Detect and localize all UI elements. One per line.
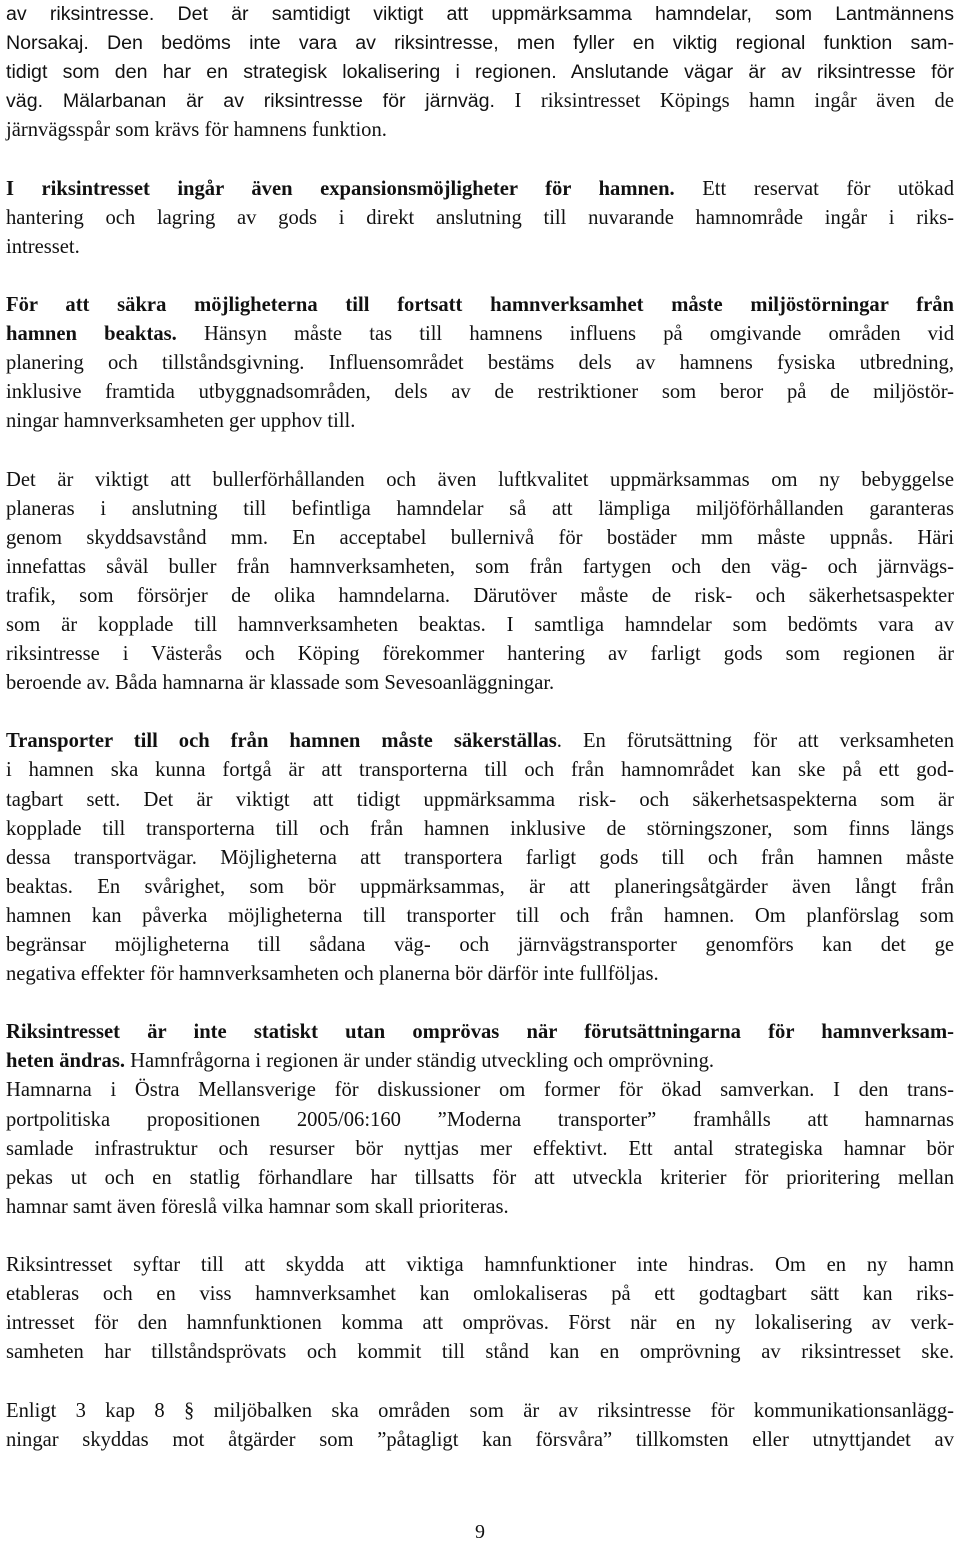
text-line [6, 815, 954, 844]
body-text: i hamnen ska kunna fortgå är att transporterna till och från hamnområdet kan ske på ett god- [6, 759, 954, 782]
body-text: Hamnfrågorna i regionen är under ständig utveckling och omprövning. [125, 1050, 715, 1073]
body-text: beroende av. Båda hamnarna är klassade som Sevesoanläggningar. [6, 672, 555, 695]
text-line [6, 466, 954, 495]
body-text: ningar skyddas mot åtgärder som ”påtagligt kan försvåra” tillkomsten eller utnyttjandet av [6, 1428, 954, 1451]
text-line [6, 233, 954, 262]
body-text: hamnen kan påverka möjligheterna till transporter till och från hamnen. Om planförslag som [6, 904, 954, 927]
document-page [6, 0, 954, 1455]
body-text: hamnar samt även föreslå vilka hamnar som skall prioriteras. [6, 1195, 509, 1218]
paragraph-spacer [6, 262, 954, 291]
paragraph-spacer [6, 989, 954, 1018]
text-line [6, 87, 954, 116]
text-line [6, 1076, 954, 1105]
body-text: dessa transportvägar. Möjligheterna att transportera farligt gods till och från hamnen måste [6, 846, 954, 869]
body-text: planering och tillståndsgivning. Influensområdet bestäms dels av hamnens fysiska utbredning, [6, 352, 954, 375]
text-line [6, 960, 954, 989]
body-text: innefattas såväl buller från hamnverksamheten, som från fartygen och den väg- och järnvägs- [6, 555, 954, 578]
body-text: genom skyddsavstånd mm. En acceptabel bullernivå för bostäder mm måste uppnås. Häri [6, 526, 954, 549]
body-text: samheten har tillståndsprövats och kommit till stånd kan en omprövning av riksintresset ske. [6, 1341, 954, 1364]
paragraph-spacer [6, 698, 954, 727]
paragraph [6, 175, 954, 262]
body-text: hantering och lagring av gods i direkt anslutning till nuvarande hamnområde ingår i riks- [6, 206, 954, 229]
body-text: Enligt 3 kap 8 § miljöbalken ska områden som är av riksintresse för kommunikationsanlägg- [6, 1399, 954, 1422]
text-line [6, 727, 954, 756]
paragraph-spacer [6, 1222, 954, 1251]
body-text: Norsakaj. Den bedöms inte vara av riksintresse, men fyller en viktig regional funktion sam- [6, 32, 954, 55]
body-text: Ett reservat för utökad [674, 177, 954, 200]
body-text: Hänsyn måste tas till hamnens influens på omgivande områden vid [176, 323, 954, 346]
text-line [6, 844, 954, 873]
body-text: väg. Mälarbanan är av riksintresse för järnväg. [6, 90, 495, 113]
text-line [6, 669, 954, 698]
bold-text: I riksintresset ingår även expansionsmöjligheter för hamnen. [6, 177, 675, 200]
text-line [6, 175, 954, 204]
text-line [6, 1018, 954, 1047]
text-line [6, 0, 954, 29]
body-text: beaktas. En svårighet, som bör uppmärksammas, är att planeringsåtgärder även långt från [6, 875, 954, 898]
body-text: begränsar möjligheterna till sådana väg- och järnvägstransporter genomförs kan det ge [6, 934, 954, 956]
text-line [6, 495, 954, 524]
text-line [6, 291, 954, 320]
text-line [6, 1135, 954, 1164]
body-text: Det är viktigt att bullerförhållanden och även luftkvalitet uppmärksammas om ny bebyggelse [6, 468, 954, 491]
text-line [6, 1106, 954, 1135]
body-text: planeras i anslutning till befintliga hamndelar så att lämpliga miljöförhållanden garanteras [6, 497, 954, 520]
text-line [6, 320, 954, 349]
text-line [6, 756, 954, 785]
text-line [6, 1251, 954, 1280]
text-line [6, 204, 954, 233]
text-line [6, 1193, 954, 1222]
text-line [6, 1047, 954, 1076]
paragraph [6, 1251, 954, 1367]
paragraph-spacer [6, 145, 954, 174]
paragraph [6, 466, 954, 699]
bold-text: Riksintresset är inte statiskt utan omprövas när förutsättningarna för hamnverksam- [6, 1021, 954, 1044]
body-text: trafik, som försörjer de olika hamndelarna. Därutöver måste de risk- och säkerhetsaspekter [6, 584, 954, 607]
body-text: portpolitiska propositionen 2005/06:160 ”Moderna transporter” framhålls att hamnarnas [6, 1108, 954, 1131]
body-text: Hamnarna i Östra Mellansverige för diskussioner om former för ökad samverkan. I den trans- [6, 1079, 954, 1102]
text-line [6, 640, 954, 669]
bold-text: hamnen beaktas. [6, 323, 177, 346]
paragraph [6, 291, 954, 436]
text-line [6, 931, 954, 960]
body-text: inklusive framtida utbyggnadsområden, dels av de restriktioner som beror på de miljöstör- [6, 381, 954, 404]
paragraph-spacer [6, 1367, 954, 1396]
body-text: tagbart sett. Det är viktigt att tidigt uppmärksamma risk- och säkerhetsaspekterna som är [6, 788, 954, 811]
body-text: etableras och en viss hamnverksamhet kan omlokaliseras på ett godtagbart sätt kan riks- [6, 1283, 954, 1306]
text-line [6, 1164, 954, 1193]
text-line [6, 582, 954, 611]
body-text: I riksintresset Köpings hamn ingår även de [495, 90, 954, 113]
text-line [6, 378, 954, 407]
body-text: samlade infrastruktur och resurser bör nyttjas mer effektivt. Ett antal strategiska hamnar bör [6, 1137, 954, 1160]
text-line [6, 873, 954, 902]
text-line [6, 786, 954, 815]
text-line [6, 611, 954, 640]
body-text: intresset för den hamnfunktionen komma att omprövas. Först när en ny lokalisering av verk- [6, 1312, 954, 1335]
bold-text: För att säkra möjligheterna till fortsatt hamnverksamhet måste miljöstörningar från [6, 293, 954, 316]
page-number: 9 [475, 1521, 485, 1543]
text-line [6, 29, 954, 58]
body-text: . En förutsättning för att verksamheten [556, 730, 954, 753]
paragraph [6, 0, 954, 145]
text-line [6, 1280, 954, 1309]
text-line [6, 1426, 954, 1455]
text-line [6, 902, 954, 931]
text-line [6, 58, 954, 87]
paragraph [6, 727, 954, 989]
paragraph [6, 1018, 954, 1222]
body-text: av riksintresse. Det är samtidigt viktigt att uppmärksamma hamndelar, som Lantmännens [6, 3, 954, 25]
body-text: som är kopplade till hamnverksamheten beaktas. I samtliga hamndelar som bedömts vara av [6, 613, 954, 636]
bold-text: heten ändras. [6, 1050, 125, 1073]
paragraph [6, 1397, 954, 1455]
body-text: tidigt som den har en strategisk lokalisering i regionen. Anslutande vägar är av riksintresse för [6, 61, 954, 84]
body-text: järnvägsspår som krävs för hamnens funktion. [6, 119, 387, 142]
text-line [6, 1338, 954, 1367]
bold-text: Transporter till och från hamnen måste säkerställas [6, 730, 557, 753]
body-text: kopplade till transporterna till och från hamnen inklusive de störningszoner, som finns längs [6, 817, 954, 840]
body-text: intresset. [6, 235, 80, 258]
body-text: negativa effekter för hamnverksamheten och planerna bör därför inte fullföljas. [6, 963, 659, 986]
body-text: pekas ut och en statlig förhandlare har tillsatts för att utveckla kriterier för prioritering mellan [6, 1166, 954, 1189]
text-line [6, 349, 954, 378]
text-line [6, 553, 954, 582]
text-line [6, 407, 954, 436]
text-line [6, 524, 954, 553]
text-line [6, 1309, 954, 1338]
body-text: Riksintresset syftar till att skydda att viktiga hamnfunktioner inte hindras. Om en ny hamn [6, 1254, 954, 1277]
paragraph-spacer [6, 436, 954, 465]
body-text: ningar hamnverksamheten ger upphov till. [6, 410, 356, 433]
body-text: riksintresse i Västerås och Köping förekommer hantering av farligt gods som regionen är [6, 643, 954, 666]
text-line [6, 1397, 954, 1426]
text-line [6, 116, 954, 145]
